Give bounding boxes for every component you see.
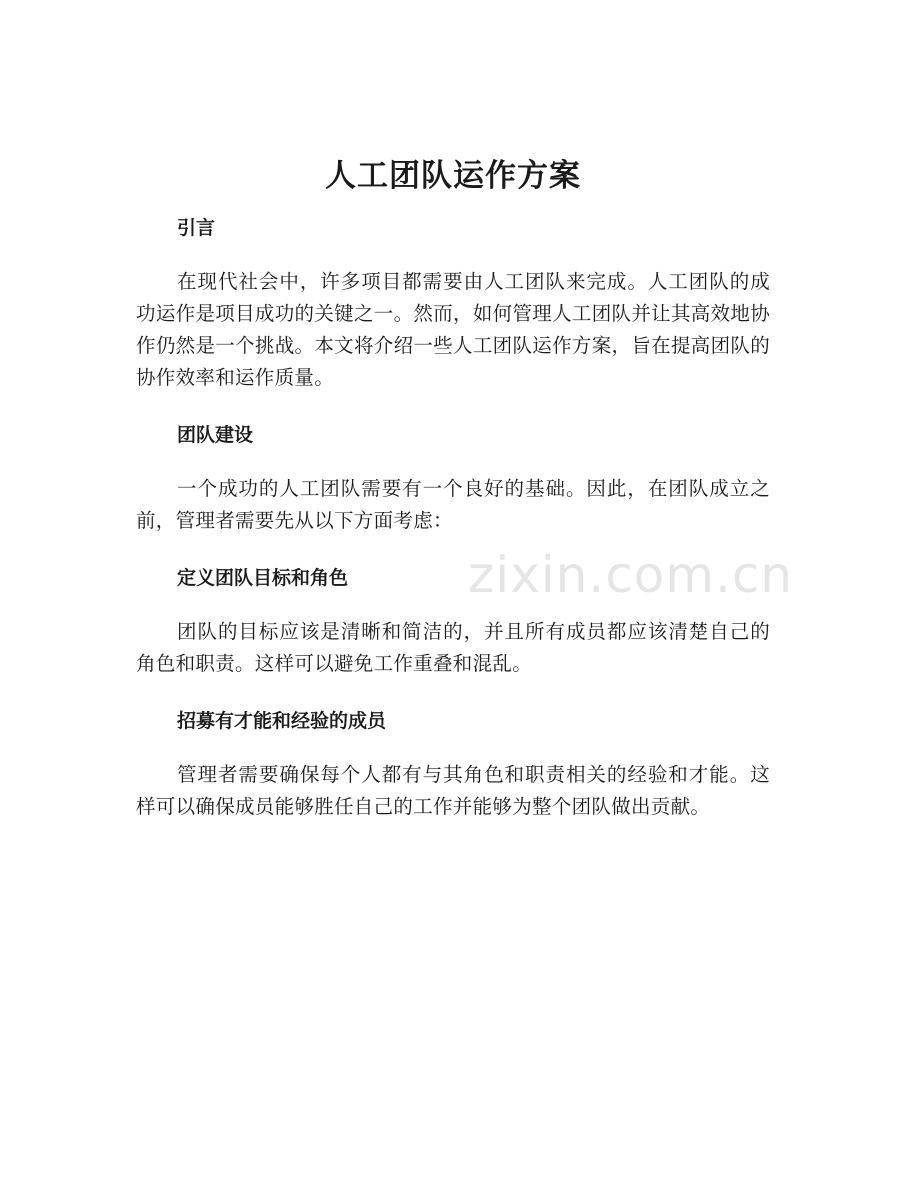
paragraph-recruit: 管理者需要确保每个人都有与其角色和职责相关的经验和才能。这样可以确保成员能够胜任自己的工作并能够为整个团队做出贡献。	[136, 763, 770, 818]
paragraph-team-building: 一个成功的人工团队需要有一个良好的基础。因此，在团队成立之前，管理者需要先从以下方面考虑：	[136, 477, 770, 532]
section-heading-goals-roles: 定义团队目标和角色	[177, 567, 349, 589]
paragraph-intro: 在现代社会中，许多项目都需要由人工团队来完成。人工团队的成功运作是项目成功的关键之一。然而，如何管理人工团队并让其高效地协作仍然是一个挑战。本文将介绍一些人工团队运作方案，旨在提高团队的协作效率和运作质量。	[136, 270, 770, 389]
document-title: 人工团队运作方案	[325, 158, 581, 194]
section-heading-intro: 引言	[177, 217, 216, 239]
paragraph-goals-roles: 团队的目标应该是清晰和简洁的，并且所有成员都应该清楚自己的角色和职责。这样可以避免工作重叠和混乱。	[136, 620, 770, 675]
watermark: zixin.com.cn	[468, 546, 794, 604]
section-heading-recruit: 招募有才能和经验的成员	[177, 710, 387, 732]
section-heading-team-building: 团队建设	[177, 424, 254, 446]
document-content	[136, 150, 770, 848]
